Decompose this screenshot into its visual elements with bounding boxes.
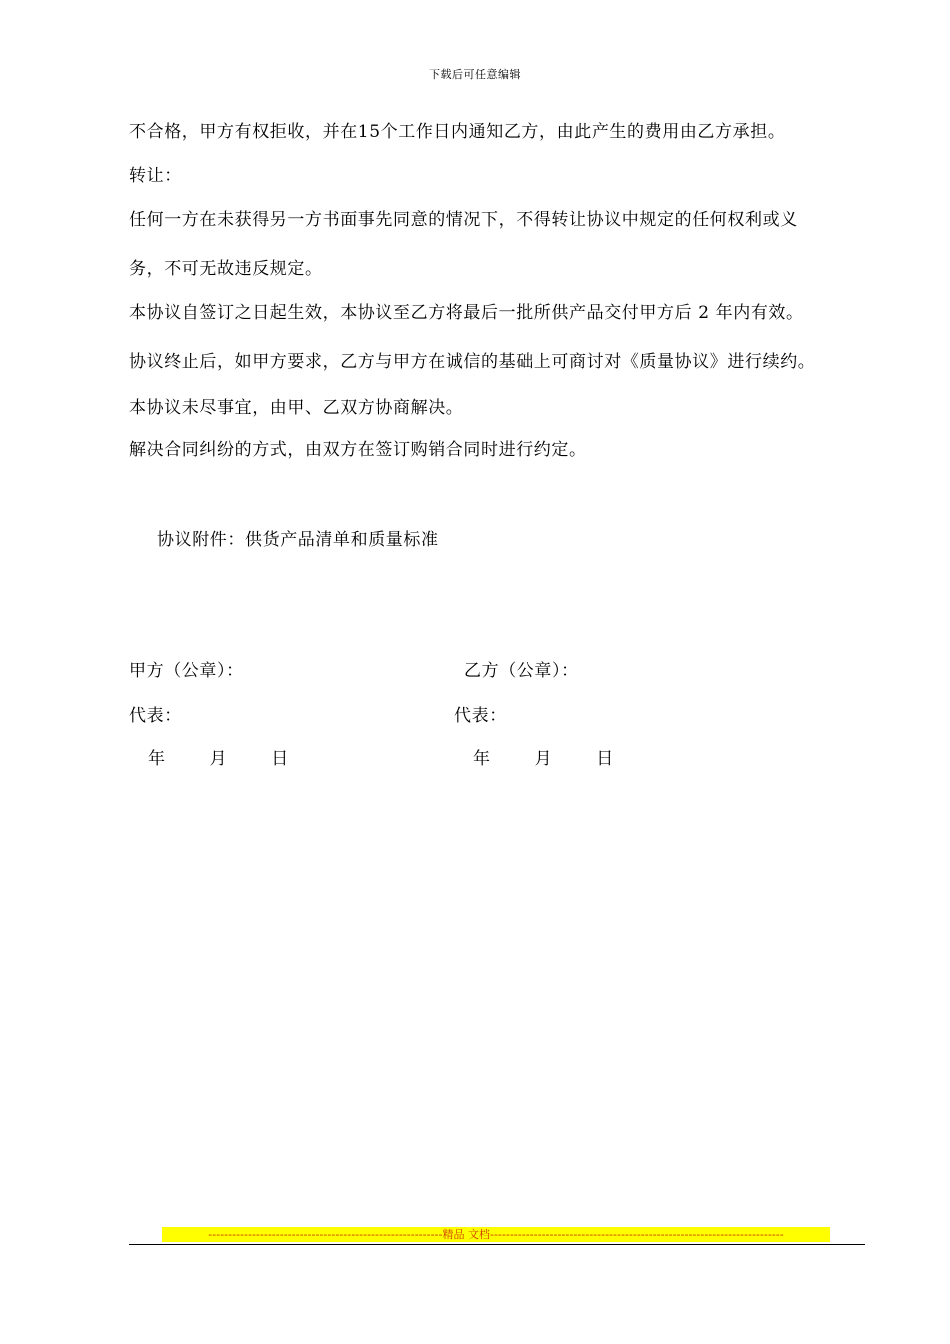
body-line-3: 任何一方在未获得另一方书面事先同意的情况下，不得转让协议中规定的任何权利或义 xyxy=(129,210,798,230)
party-b-rep-label: 代表： xyxy=(454,706,507,726)
party-a-date xyxy=(148,749,327,769)
date-year: 年 xyxy=(148,749,166,769)
body-line-2: 转让： xyxy=(129,166,182,186)
body-line-1: 不合格，甲方有权拒收，并在15个工作日内通知乙方，由此产生的费用由乙方承担。 xyxy=(129,122,786,142)
attachment-note: 协议附件：供货产品清单和质量标准 xyxy=(157,530,439,550)
body-line-5: 本协议自签订之日起生效，本协议至乙方将最后一批所供产品交付甲方后 2 年内有效。 xyxy=(129,303,804,323)
date-year: 年 xyxy=(473,749,491,769)
header-note: 下载后可任意编辑 xyxy=(429,68,521,81)
footer-divider xyxy=(129,1244,865,1245)
date-day: 日 xyxy=(596,749,614,769)
party-b-seal-label: 乙方（公章）： xyxy=(464,661,579,681)
party-b-date xyxy=(473,749,652,769)
date-month: 月 xyxy=(534,749,553,769)
date-month: 月 xyxy=(209,749,228,769)
party-a-seal-label: 甲方（公章）： xyxy=(129,661,244,681)
party-a-rep-label: 代表： xyxy=(129,706,182,726)
body-line-4: 务，不可无故违反规定。 xyxy=(129,259,323,279)
footer-banner: -----------------------------------------------------------精品 文档-------------------------------------------------------------------------- xyxy=(162,1227,830,1242)
body-line-7: 本协议未尽事宜，由甲、乙双方协商解决。 xyxy=(129,398,464,418)
body-line-6: 协议终止后，如甲方要求，乙方与甲方在诚信的基础上可商讨对《质量协议》进行续约。 xyxy=(129,352,816,372)
date-day: 日 xyxy=(271,749,289,769)
body-line-8: 解决合同纠纷的方式，由双方在签订购销合同时进行约定。 xyxy=(129,440,587,460)
